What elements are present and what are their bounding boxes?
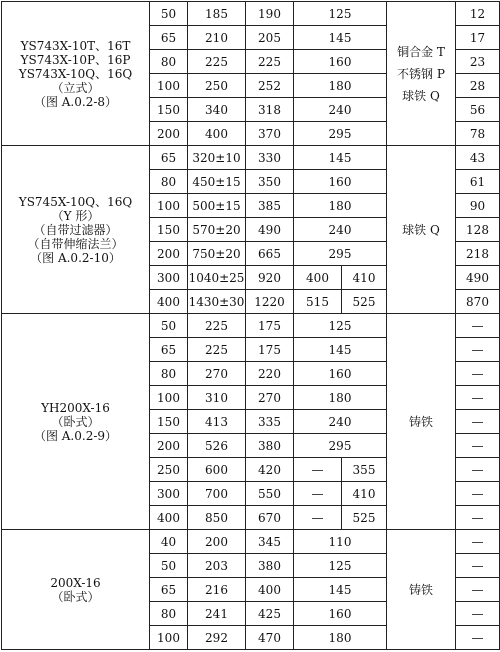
height-cell: 345: [246, 530, 294, 554]
dn-cell: 80: [150, 50, 188, 74]
height-cell: 665: [246, 242, 294, 266]
h1-cell: 180: [294, 626, 387, 650]
height-cell: 470: [246, 626, 294, 650]
model-cell: [2, 2, 150, 146]
model-line: （自带伸缩法兰）: [27, 236, 124, 251]
h1b-cell: 525: [342, 290, 387, 314]
length-cell: 1040±25: [188, 266, 246, 290]
height-cell: 380: [246, 434, 294, 458]
length-cell: 210: [188, 26, 246, 50]
length-cell: 310: [188, 386, 246, 410]
length-cell: 570±20: [188, 218, 246, 242]
height-cell: 920: [246, 266, 294, 290]
dn-cell: 80: [150, 362, 188, 386]
height-cell: 190: [246, 2, 294, 26]
dn-cell: 300: [150, 482, 188, 506]
length-cell: 250: [188, 74, 246, 98]
h1-cell: 160: [294, 170, 387, 194]
quantity-cell: 12: [456, 2, 500, 26]
h1a-cell: 400: [294, 266, 342, 290]
model-line: （图 A.0.2-10）: [30, 250, 121, 265]
length-cell: 200: [188, 530, 246, 554]
dn-cell: 65: [150, 26, 188, 50]
h1-cell: 240: [294, 410, 387, 434]
height-cell: 385: [246, 194, 294, 218]
quantity-cell: —: [456, 506, 500, 530]
model-line: YH200X-16: [41, 400, 110, 415]
quantity-cell: 61: [456, 170, 500, 194]
quantity-cell: —: [456, 482, 500, 506]
quantity-cell: —: [456, 458, 500, 482]
material-cell: [387, 314, 456, 530]
model-line: 200X-16: [50, 575, 101, 590]
model-cell: [2, 530, 150, 650]
quantity-cell: —: [456, 602, 500, 626]
material-cell: [387, 530, 456, 650]
dn-cell: 40: [150, 530, 188, 554]
h1a-cell: —: [294, 458, 342, 482]
height-cell: 550: [246, 482, 294, 506]
length-cell: 700: [188, 482, 246, 506]
h1-cell: 125: [294, 554, 387, 578]
height-cell: 175: [246, 314, 294, 338]
height-cell: 425: [246, 602, 294, 626]
table-row: [2, 530, 500, 554]
spec-table-page: [0, 1, 500, 652]
height-cell: 380: [246, 554, 294, 578]
material-line: 铸铁: [408, 414, 433, 429]
spec-table-body: [2, 2, 500, 650]
length-cell: 500±15: [188, 194, 246, 218]
height-cell: 205: [246, 26, 294, 50]
model-line: YS743X-10Q、16Q: [18, 66, 133, 81]
dn-cell: 50: [150, 314, 188, 338]
dn-cell: 100: [150, 626, 188, 650]
dn-cell: 150: [150, 98, 188, 122]
length-cell: 850: [188, 506, 246, 530]
dn-cell: 200: [150, 242, 188, 266]
material-line: 铜合金 T: [397, 44, 445, 59]
material-line: 铸铁: [408, 582, 433, 597]
dn-cell: 150: [150, 410, 188, 434]
quantity-cell: —: [456, 530, 500, 554]
table-row: [2, 2, 500, 26]
height-cell: 420: [246, 458, 294, 482]
h1-cell: 295: [294, 242, 387, 266]
quantity-cell: 870: [456, 290, 500, 314]
model-line: （Y 形）: [51, 208, 100, 223]
h1a-cell: 515: [294, 290, 342, 314]
dn-cell: 100: [150, 74, 188, 98]
dn-cell: 200: [150, 122, 188, 146]
length-cell: 450±15: [188, 170, 246, 194]
table-row: [2, 314, 500, 338]
quantity-cell: 90: [456, 194, 500, 218]
h1-cell: 145: [294, 578, 387, 602]
h1-cell: 180: [294, 386, 387, 410]
model-line: YS745X-10Q、16Q: [18, 194, 133, 209]
height-cell: 670: [246, 506, 294, 530]
h1-cell: 295: [294, 122, 387, 146]
model-line: （卧式）: [51, 589, 100, 604]
dn-cell: 65: [150, 578, 188, 602]
model-line: （卧式）: [51, 414, 100, 429]
h1b-cell: 410: [342, 482, 387, 506]
h1-cell: 180: [294, 74, 387, 98]
length-cell: 340: [188, 98, 246, 122]
table-row: [2, 146, 500, 170]
dn-cell: 150: [150, 218, 188, 242]
model-line: YS743X-10P、16P: [20, 52, 131, 67]
quantity-cell: —: [456, 314, 500, 338]
dn-cell: 300: [150, 266, 188, 290]
length-cell: 185: [188, 2, 246, 26]
dn-cell: 100: [150, 194, 188, 218]
model-cell: [2, 146, 150, 314]
h1b-cell: 410: [342, 266, 387, 290]
height-cell: 318: [246, 98, 294, 122]
material-line: 球铁 Q: [402, 88, 440, 103]
length-cell: 225: [188, 338, 246, 362]
quantity-cell: —: [456, 362, 500, 386]
height-cell: 1220: [246, 290, 294, 314]
height-cell: 252: [246, 74, 294, 98]
height-cell: 270: [246, 386, 294, 410]
dn-cell: 250: [150, 458, 188, 482]
height-cell: 175: [246, 338, 294, 362]
length-cell: 750±20: [188, 242, 246, 266]
h1-cell: 160: [294, 362, 387, 386]
length-cell: 526: [188, 434, 246, 458]
quantity-cell: 56: [456, 98, 500, 122]
h1-cell: 145: [294, 146, 387, 170]
quantity-cell: 490: [456, 266, 500, 290]
material-line: 不锈钢 P: [397, 66, 445, 81]
h1-cell: 240: [294, 98, 387, 122]
length-cell: 413: [188, 410, 246, 434]
h1-cell: 295: [294, 434, 387, 458]
length-cell: 1430±30: [188, 290, 246, 314]
dn-cell: 400: [150, 506, 188, 530]
dn-cell: 50: [150, 554, 188, 578]
length-cell: 241: [188, 602, 246, 626]
quantity-cell: —: [456, 554, 500, 578]
length-cell: 225: [188, 314, 246, 338]
dn-cell: 80: [150, 170, 188, 194]
height-cell: 370: [246, 122, 294, 146]
model-line: YS743X-10T、16T: [20, 38, 131, 53]
length-cell: 203: [188, 554, 246, 578]
material-cell: [387, 2, 456, 146]
quantity-cell: —: [456, 578, 500, 602]
model-line: （自带过滤器）: [33, 222, 118, 237]
h1a-cell: —: [294, 482, 342, 506]
h1b-cell: 355: [342, 458, 387, 482]
length-cell: 292: [188, 626, 246, 650]
length-cell: 400: [188, 122, 246, 146]
height-cell: 350: [246, 170, 294, 194]
dn-cell: 65: [150, 338, 188, 362]
dn-cell: 50: [150, 2, 188, 26]
quantity-cell: —: [456, 410, 500, 434]
h1a-cell: —: [294, 506, 342, 530]
quantity-cell: 78: [456, 122, 500, 146]
h1-cell: 125: [294, 2, 387, 26]
height-cell: 225: [246, 50, 294, 74]
height-cell: 220: [246, 362, 294, 386]
length-cell: 216: [188, 578, 246, 602]
material-cell: [387, 146, 456, 314]
h1-cell: 145: [294, 26, 387, 50]
quantity-cell: 28: [456, 74, 500, 98]
height-cell: 490: [246, 218, 294, 242]
quantity-cell: 43: [456, 146, 500, 170]
h1-cell: 125: [294, 314, 387, 338]
length-cell: 270: [188, 362, 246, 386]
quantity-cell: 128: [456, 218, 500, 242]
h1-cell: 160: [294, 602, 387, 626]
model-line: （立式）: [51, 80, 100, 95]
dn-cell: 200: [150, 434, 188, 458]
h1-cell: 180: [294, 194, 387, 218]
h1-cell: 145: [294, 338, 387, 362]
height-cell: 330: [246, 146, 294, 170]
length-cell: 225: [188, 50, 246, 74]
dn-cell: 65: [150, 146, 188, 170]
material-line: 球铁 Q: [402, 222, 440, 237]
length-cell: 320±10: [188, 146, 246, 170]
dn-cell: 400: [150, 290, 188, 314]
model-cell: [2, 314, 150, 530]
h1-cell: 160: [294, 50, 387, 74]
dn-cell: 100: [150, 386, 188, 410]
model-line: （图 A.0.2-9）: [33, 428, 118, 443]
dn-cell: 80: [150, 602, 188, 626]
quantity-cell: 218: [456, 242, 500, 266]
height-cell: 335: [246, 410, 294, 434]
length-cell: 600: [188, 458, 246, 482]
quantity-cell: 23: [456, 50, 500, 74]
h1-cell: 110: [294, 530, 387, 554]
quantity-cell: —: [456, 434, 500, 458]
quantity-cell: 17: [456, 26, 500, 50]
quantity-cell: —: [456, 338, 500, 362]
model-line: （图 A.0.2-8）: [33, 94, 118, 109]
quantity-cell: —: [456, 386, 500, 410]
quantity-cell: —: [456, 626, 500, 650]
height-cell: 400: [246, 578, 294, 602]
h1-cell: 240: [294, 218, 387, 242]
h1b-cell: 525: [342, 506, 387, 530]
valve-spec-table: [1, 1, 500, 650]
